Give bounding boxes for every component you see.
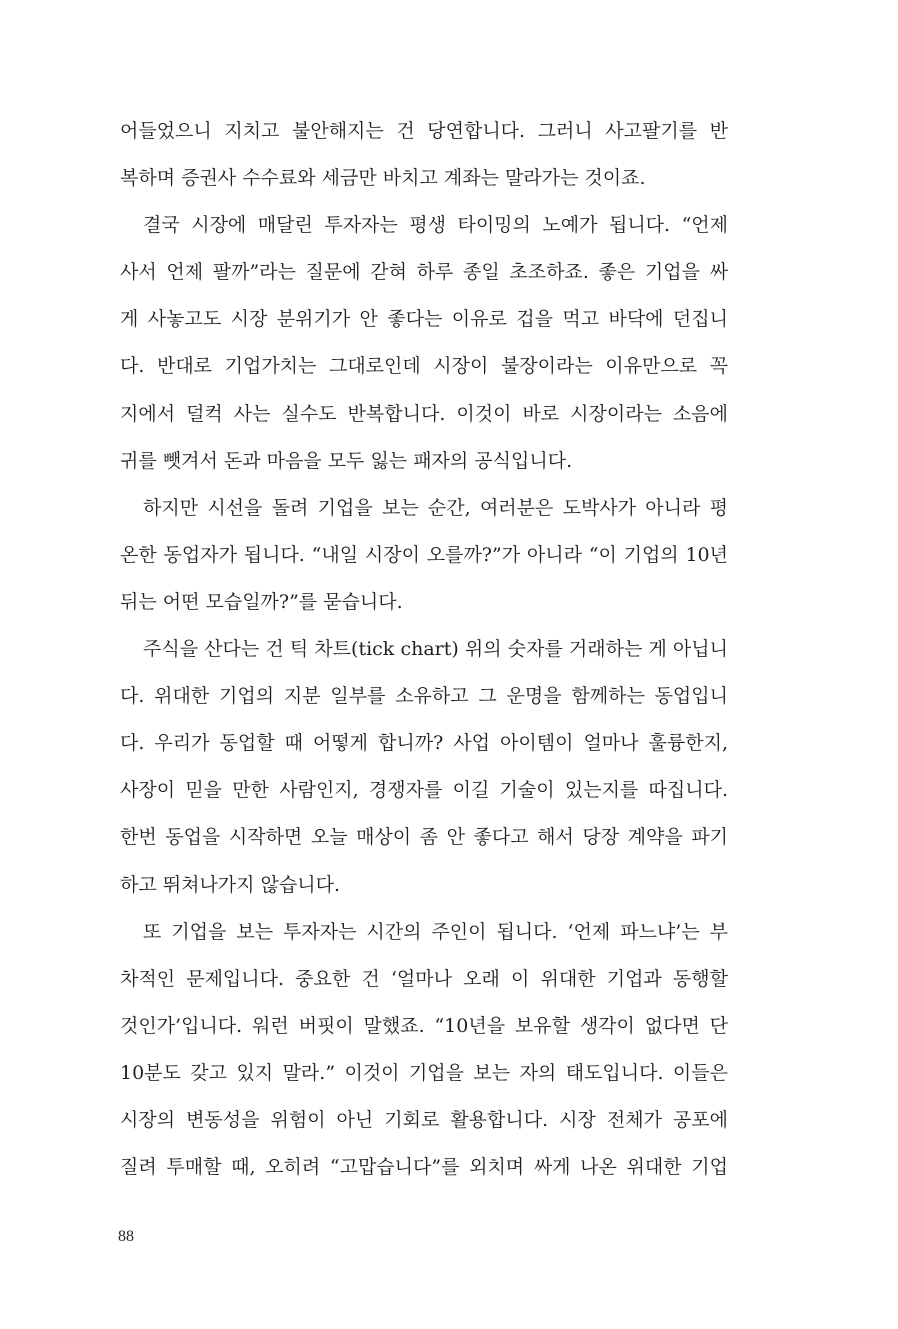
text-line: 어들었으니 지치고 불안해지는 건 당연합니다. 그러니 사고팔기를 반 [120, 120, 728, 142]
text-line: 다. 우리가 동업할 때 어떻게 합니까? 사업 아이템이 얼마나 훌륭한지, [120, 732, 728, 755]
page-number: 88 [118, 1228, 134, 1245]
text-line: 10분도 갖고 있지 말라.” 이것이 기업을 보는 자의 태도입니다. 이들은 [120, 1061, 728, 1084]
text-line: 다. 위대한 기업의 지분 일부를 소유하고 그 운명을 함께하는 동업입니 [120, 685, 728, 708]
paragraph-4 [120, 626, 728, 909]
text-line: 주식을 산다는 건 틱 차트(tick chart) 위의 숫자를 거래하는 게 아닙니 [143, 638, 728, 661]
text-line: 귀를 뺏겨서 돈과 마음을 모두 잃는 패자의 공식입니다. [120, 449, 573, 472]
text-line: 지에서 덜컥 사는 실수도 반복합니다. 이것이 바로 시장이라는 소음에 [120, 402, 728, 425]
text-line: 온한 동업자가 됩니다. “내일 시장이 오를까?”가 아니라 “이 기업의 10년 [120, 543, 728, 566]
text-line: 한번 동업을 시작하면 오늘 매상이 좀 안 좋다고 해서 당장 계약을 파기 [120, 826, 728, 849]
text-line: 뒤는 어떤 모습일까?”를 묻습니다. [120, 590, 403, 613]
paragraph-2 [120, 202, 728, 485]
text-line: 시장의 변동성을 위험이 아닌 기회로 활용합니다. 시장 전체가 공포에 [120, 1108, 728, 1131]
text-line: 다. 반대로 기업가치는 그대로인데 시장이 불장이라는 이유만으로 꼭 [120, 355, 728, 378]
text-line: 사서 언제 팔까”라는 질문에 갇혀 하루 종일 초조하죠. 좋은 기업을 싸 [120, 261, 728, 284]
text-line: 결국 시장에 매달린 투자자는 평생 타이밍의 노예가 됩니다. “언제 [143, 214, 728, 237]
paragraph-1 [120, 108, 728, 202]
text-line: 하지만 시선을 돌려 기업을 보는 순간, 여러분은 도박사가 아니라 평 [143, 496, 728, 519]
text-line: 하고 뛰쳐나가지 않습니다. [120, 873, 341, 896]
text-line: 사장이 믿을 만한 사람인지, 경쟁자를 이길 기술이 있는지를 따집니다. [120, 779, 728, 802]
text-line: 차적인 문제입니다. 중요한 건 ‘얼마나 오래 이 위대한 기업과 동행할 [120, 967, 728, 990]
body-text [120, 108, 728, 1191]
paragraph-5 [120, 909, 728, 1192]
text-line: 것인가’입니다. 워런 버핏이 말했죠. “10년을 보유할 생각이 없다면 단 [120, 1014, 728, 1037]
text-line: 복하며 증권사 수수료와 세금만 바치고 계좌는 말라가는 것이죠. [120, 167, 646, 190]
paragraph-3 [120, 485, 728, 626]
text-line: 또 기업을 보는 투자자는 시간의 주인이 됩니다. ‘언제 파느냐’는 부 [143, 920, 728, 943]
text-line: 게 사놓고도 시장 분위기가 안 좋다는 이유로 겁을 먹고 바닥에 던집니 [120, 308, 728, 331]
text-line: 질려 투매할 때, 오히려 “고맙습니다”를 외치며 싸게 나온 위대한 기업 [120, 1156, 728, 1179]
